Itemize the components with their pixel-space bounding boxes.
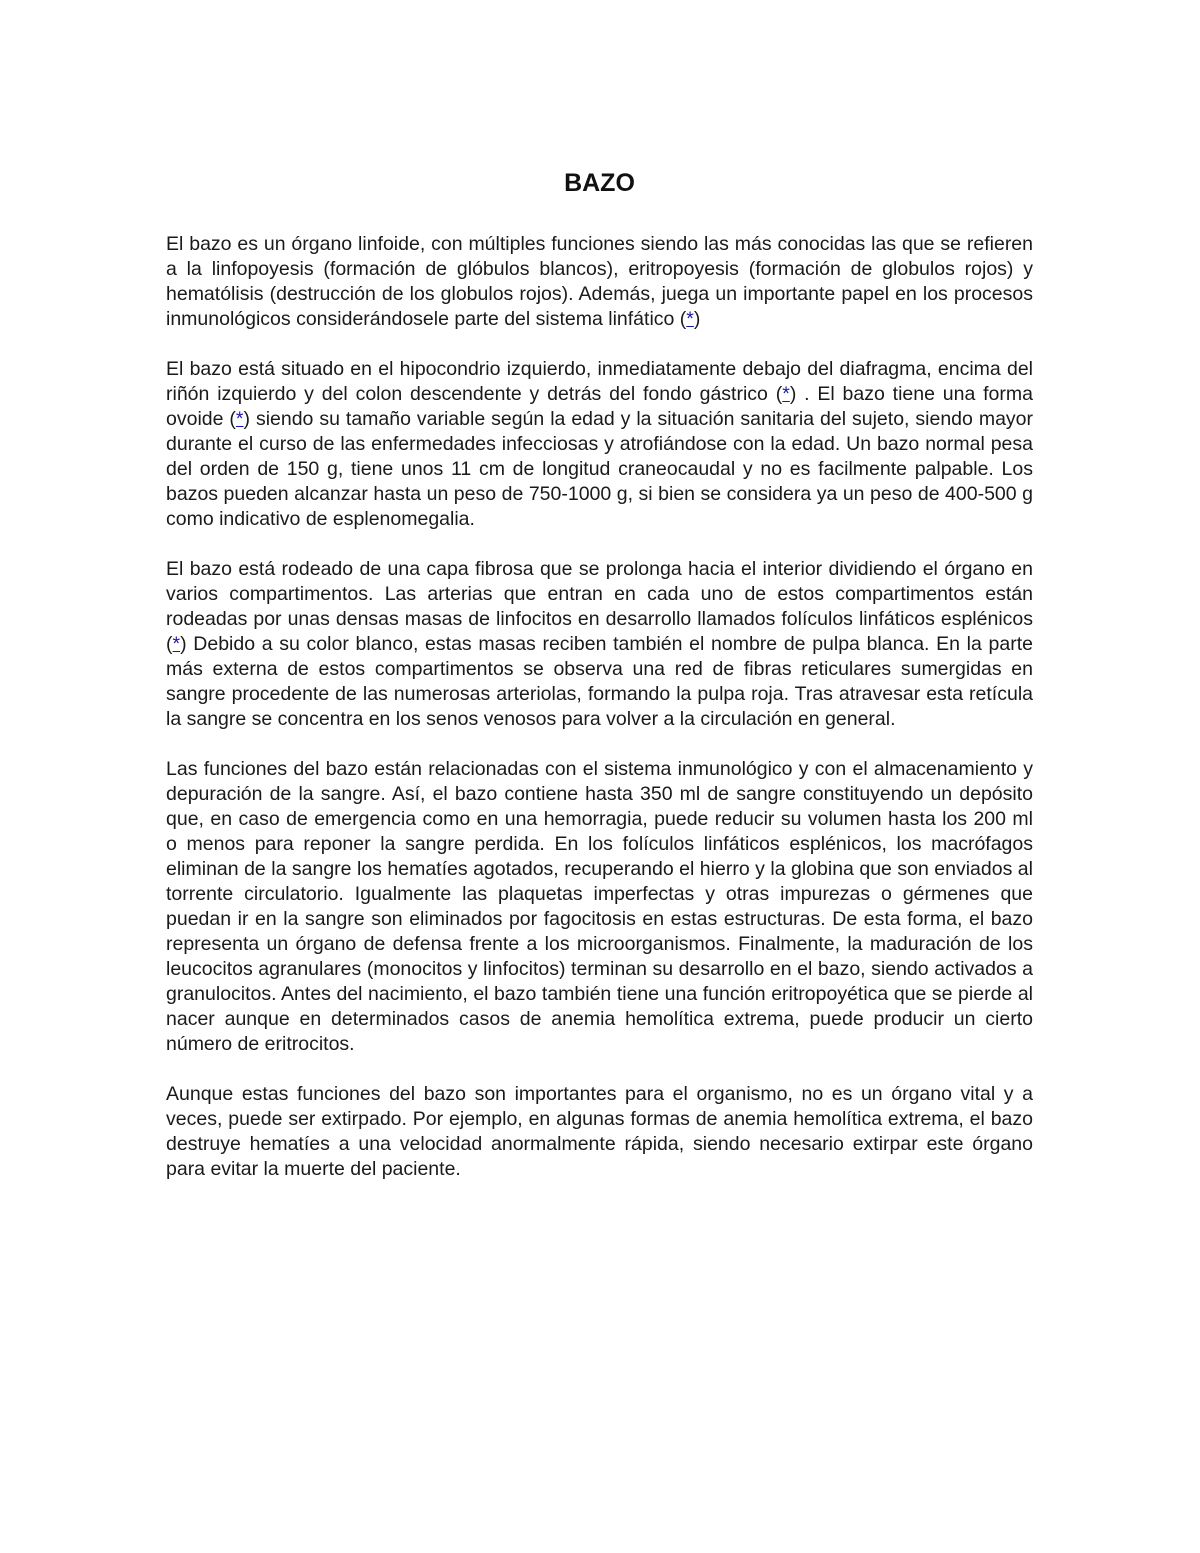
paragraph-2 — [166, 357, 1033, 532]
paragraph-text: ) — [693, 308, 701, 330]
paragraph-5 — [166, 1082, 1033, 1182]
paragraph-3 — [166, 557, 1033, 732]
paragraph-text: ) siendo su tamaño variable según la edad y la situación sanitaria del sujeto, siendo mayor durante el curso de las enfermedades infecciosas y atrofiándose con la edad. Un bazo normal pesa del orden de 150 g, tiene unos 11 cm de longitud craneocaudal y no es facilmente palpable. Los bazos pueden alcanzar hasta un peso de 750-1000 g, si bien se considera ya un peso de 400-500 g como indicativo de esplenomegalia. — [166, 408, 1033, 530]
paragraph-1 — [166, 232, 1033, 332]
paragraph-text: El bazo está situado en el hipocondrio izquierdo, inmediatamente debajo del diafragma, encima del riñón izquierdo y del colon descendente y detrás del fondo gástrico ( — [166, 358, 1033, 405]
document-body — [166, 168, 1033, 1207]
paragraph-text: ) . El bazo tiene una forma ovoide ( — [166, 383, 1033, 430]
reference-link[interactable]: * — [172, 633, 181, 655]
page-title: BAZO — [564, 169, 635, 197]
reference-link[interactable]: * — [686, 308, 694, 330]
paragraph-4 — [166, 757, 1033, 1057]
reference-link[interactable]: * — [782, 383, 790, 405]
paragraph-text: Las funciones del bazo están relacionadas con el sistema inmunológico y con el almacenamiento y depuración de la sangre. Así, el bazo contiene hasta 350 ml de sangre constituyendo un depósito que, en caso de emergencia como en una hemorragia, puede reducir su volumen hasta los 200 ml o menos para reponer la sangre perdida. En los folículos linfáticos esplénicos, los macrófagos eliminan de la sangre los hematíes agotados, recuperando el hierro y la globina que son enviados al torrente circulatorio. Igualmente las plaquetas imperfectas y otras impurezas o gérmenes que puedan ir en la sangre son eliminados por fagocitosis en estas estructuras. De esta forma, el bazo representa un órgano de defensa frente a los microorganismos. Finalmente, la maduración de los leucocitos agranulares (monocitos y linfocitos) terminan su desarrollo en el bazo, siendo activados a granulocitos. Antes del nacimiento, el bazo también tiene una función eritropoyética que se pierde al nacer aunque en determinados casos de anemia hemolítica extrema, puede producir un cierto número de eritrocitos. — [166, 758, 1033, 1055]
paragraph-text: El bazo está rodeado de una capa fibrosa que se prolonga hacia el interior dividiendo el órgano en varios compartimentos. Las arterias que entran en cada uno de estos compartimentos están rodeadas por unas densas masas de linfocitos en desarrollo llamados folículos linfáticos esplénicos ( — [166, 558, 1033, 655]
paragraph-text: El bazo es un órgano linfoide, con múltiples funciones siendo las más conocidas las que se refieren a la linfopoyesis (formación de glóbulos blancos), eritropoyesis (formación de globulos rojos) y hematólisis (destrucción de los globulos rojos). Además, juega un importante papel en los procesos inmunológicos considerándosele parte del sistema linfático ( — [166, 233, 1033, 330]
reference-link[interactable]: * — [235, 408, 244, 430]
paragraph-text: ) Debido a su color blanco, estas masas reciben también el nombre de pulpa blanca. En la parte más externa de estos compartimentos se observa una red de fibras reticulares sumergidas en sangre procedente de las numerosas arteriolas, formando la pulpa roja. Tras atravesar esta retícula la sangre se concentra en los senos venosos para volver a la circulación en general. — [166, 633, 1033, 730]
paragraph-text: Aunque estas funciones del bazo son importantes para el organismo, no es un órgano vital y a veces, puede ser extirpado. Por ejemplo, en algunas formas de anemia hemolítica extrema, el bazo destruye hematíes a una velocidad anormalmente rápida, siendo necesario extirpar este órgano para evitar la muerte del paciente. — [166, 1083, 1033, 1180]
